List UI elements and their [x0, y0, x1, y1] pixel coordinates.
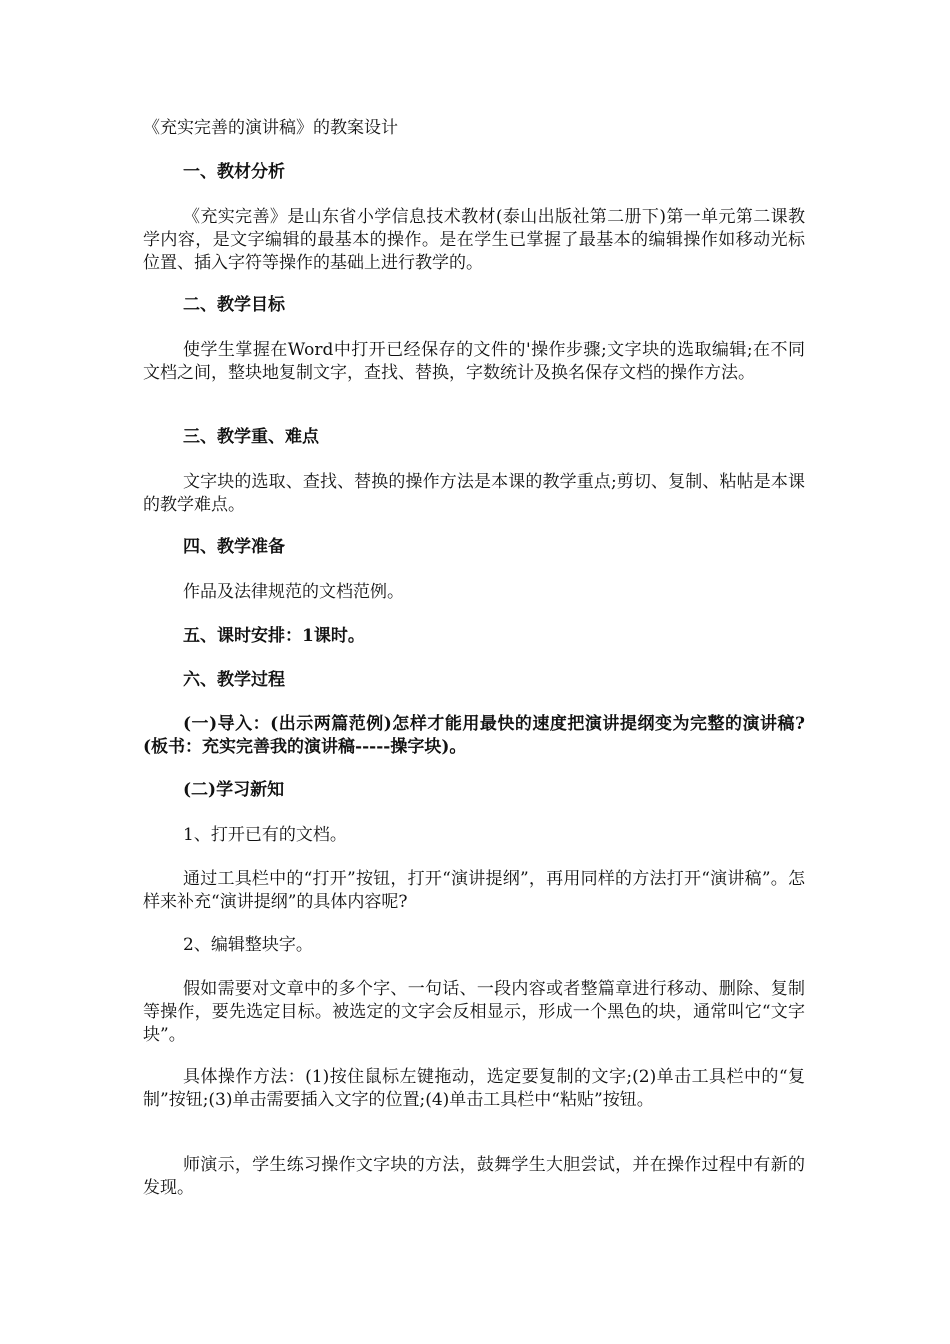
heading-teaching-goals: 二、教学目标	[183, 295, 285, 315]
document-title: 《充实完善的演讲稿》的教案设计	[143, 118, 398, 138]
paragraph-demonstration: 师演示，学生练习操作文字块的方法，鼓舞学生大胆尝试，并在操作过程中有新的发现。	[143, 1155, 805, 1198]
paragraph-preparation: 作品及法律规范的文档范例。	[183, 582, 404, 602]
paragraph-toolbar-open: 通过工具栏中的“打开”按钮，打开“演讲提纲”，再用同样的方法打开“演讲稿”。怎样来补充“演讲提纲”的具体内容呢?	[143, 869, 805, 912]
paragraph-introduction: (一)导入：(出示两篇范例)怎样才能用最快的速度把演讲提纲变为完整的演讲稿?(板书：充实完善我的演讲稿-----操字块)。	[143, 714, 805, 757]
heading-key-points: 三、教学重、难点	[183, 427, 319, 447]
paragraph-operation-steps: 具体操作方法：(1)按住鼠标左键拖动，选定要复制的文字;(2)单击工具栏中的“复制”按钮;(3)单击需要插入文字的位置;(4)单击工具栏中“粘贴”按钮。	[143, 1067, 805, 1110]
heading-preparation: 四、教学准备	[183, 537, 285, 557]
heading-teaching-process: 六、教学过程	[183, 670, 285, 690]
heading-new-knowledge: (二)学习新知	[183, 780, 285, 800]
heading-class-hours: 五、课时安排：1课时。	[183, 626, 365, 646]
heading-textbook-analysis: 一、教材分析	[183, 162, 285, 182]
paragraph-teaching-goals: 使学生掌握在Word中打开已经保存的文件的'操作步骤;文字块的选取编辑;在不同文档之间，整块地复制文字，查找、替换，字数统计及换名保存文档的操作方法。	[143, 340, 805, 383]
paragraph-select-target: 假如需要对文章中的多个字、一句话、一段内容或者整篇章进行移动、删除、复制等操作，要先选定目标。被选定的文字会反相显示，形成一个黑色的块，通常叫它“文字块”。	[143, 979, 805, 1045]
paragraph-textbook-analysis: 《充实完善》是山东省小学信息技术教材(泰山出版社第二册下)第一单元第二课教学内容，是文字编辑的最基本的操作。是在学生已掌握了最基本的编辑操作如移动光标位置、插入字符等操作的基础上进行教学的。	[143, 207, 805, 273]
paragraph-open-document: 1、打开已有的文档。	[183, 825, 347, 845]
paragraph-key-points: 文字块的选取、查找、替换的操作方法是本课的教学重点;剪切、复制、粘帖是本课的教学难点。	[143, 472, 805, 515]
paragraph-edit-block: 2、编辑整块字。	[183, 935, 313, 955]
